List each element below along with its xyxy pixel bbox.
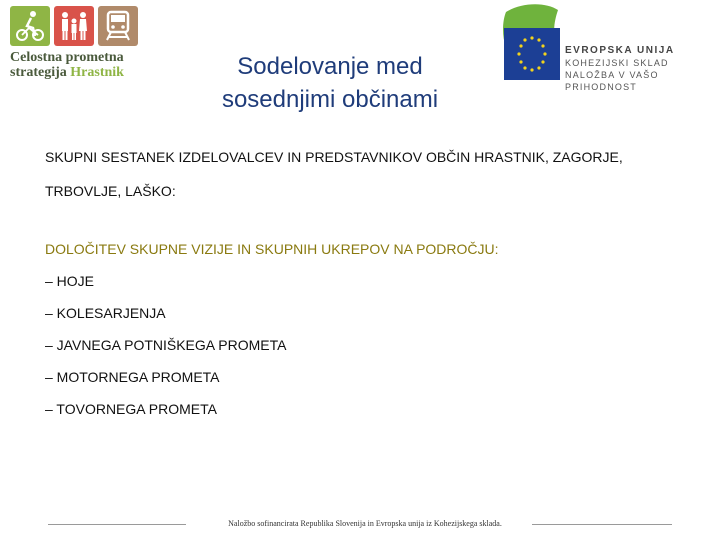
measures-list <box>45 272 715 432</box>
logo-line2-a: strategija <box>10 65 67 80</box>
slide-content <box>45 148 715 432</box>
logo-line2 <box>10 65 155 80</box>
list-item: – HOJE <box>45 273 95 289</box>
strategy-logo <box>10 6 155 86</box>
title-line2: sosednjimi občinami <box>221 86 439 113</box>
list-item: – TOVORNEGA PROMETA <box>45 401 217 417</box>
title-line1: Sodelovanje med <box>237 53 423 80</box>
logo-line1: Celostna prometna <box>10 50 124 65</box>
list-item: – KOLESARJENJA <box>45 305 166 321</box>
family-icon <box>54 6 94 46</box>
eu-line2: KOHEZIJSKI SKLAD <box>565 58 669 68</box>
eu-flag-icon <box>502 4 564 84</box>
logo-text <box>10 50 155 80</box>
eu-line1: EVROPSKA UNIJA <box>565 45 675 56</box>
eu-logo <box>502 4 717 92</box>
list-item: – MOTORNEGA PROMETA <box>45 369 220 385</box>
list-item: – JAVNEGA POTNIŠKEGA PROMETA <box>45 337 287 353</box>
footer-text: Naložbo sofinancirata Republika Slovenija in Evropska unija iz Kohezijskega sklada. <box>228 519 502 528</box>
logo-line2-b: Hrastnik <box>70 65 124 80</box>
eu-line3: NALOŽBA V VAŠO PRIHODNOST <box>565 70 659 92</box>
footer <box>0 517 720 531</box>
intro-line1: SKUPNI SESTANEK IZDELOVALCEV IN PREDSTAVNIKOV OBČIN HRASTNIK, ZAGORJE, <box>45 149 623 165</box>
footer-divider-left <box>48 524 186 525</box>
footer-divider-right <box>532 524 672 525</box>
page-title <box>180 50 480 116</box>
train-icon <box>98 6 138 46</box>
bicycle-walker-icon <box>10 6 50 46</box>
eu-logo-text <box>565 45 717 93</box>
intro-line2: TRBOVLJE, LAŠKO: <box>45 183 176 199</box>
logo-icons <box>10 6 155 46</box>
highlight-heading: DOLOČITEV SKUPNE VIZIJE IN SKUPNIH UKREPOV NA PODROČJU: <box>45 241 499 257</box>
